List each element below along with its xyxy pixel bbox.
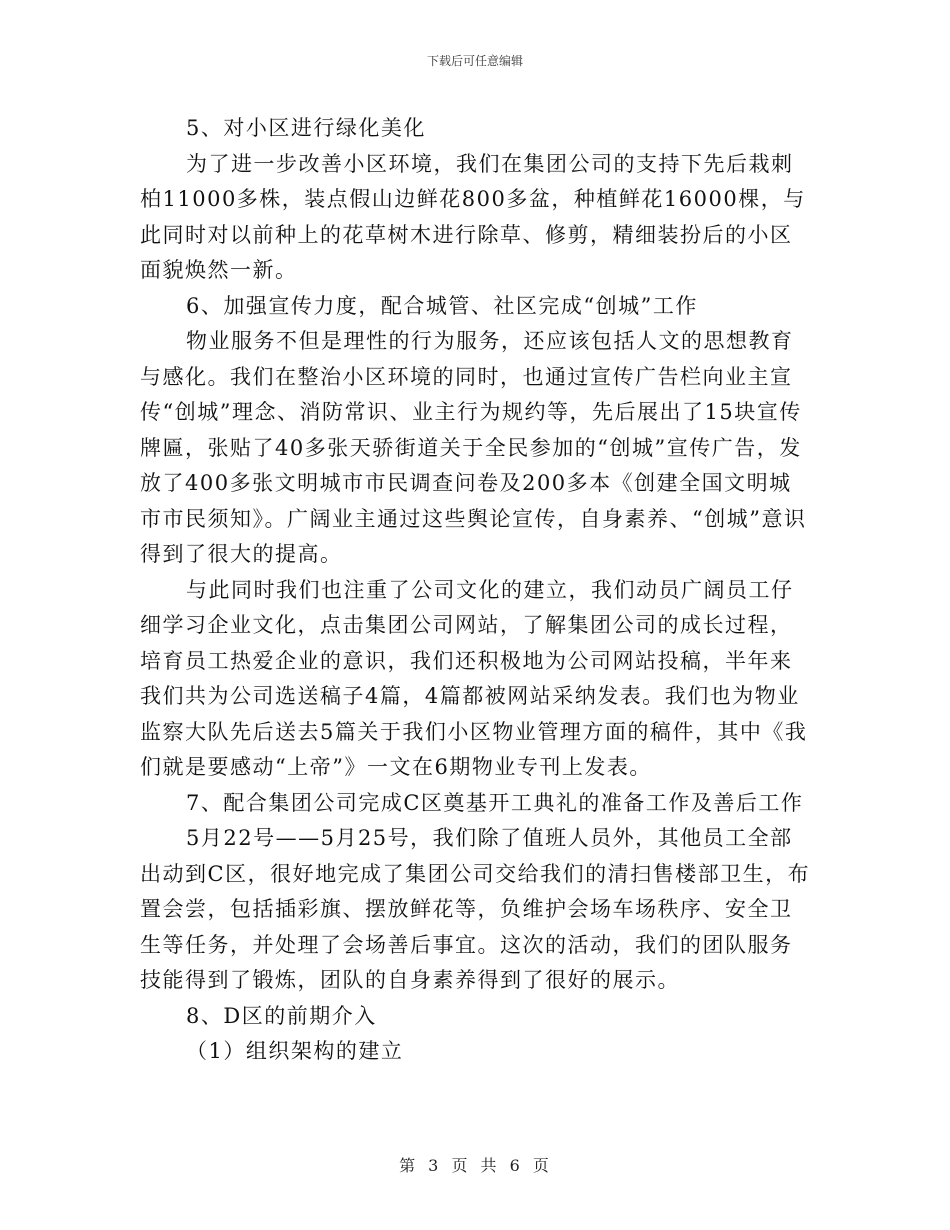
- paragraph-ceremony: 5月22号——5月25号，我们除了值班人员外，其他员工全部出动到C区，很好地完成了集团公司交给我们的清扫售楼部卫生，布置会尝，包括插彩旗、摆放鲜花等，负维护会场车场秩序、安全卫生等任务，并处理了会场善后事宜。这次的活动，我们的团队服务技能得到了锻炼，团队的自身素养得到了很好的展示。: [140, 826, 811, 992]
- paragraph-greening: 为了进一步改善小区环境，我们在集团公司的支持下先后栽刺柏11000多株，装点假山边鲜花800多盆，种植鲜花16000棵，与此同时对以前种上的花草树木进行除草、修剪，精细装扮后的小区面貌焕然一新。: [140, 151, 806, 282]
- subsection-heading-8-1: （1）组织架构的建立: [186, 1039, 404, 1063]
- section-heading-7: 7、配合集团公司完成C区奠基开工典礼的准备工作及善后工作: [186, 790, 804, 815]
- paragraph-publicity: 物业服务不但是理性的行为服务，还应该包括人文的思想教育与感化。我们在整治小区环境的同时，也通过宣传广告栏向业主宣传“创城”理念、消防常识、业主行为规约等，先后展出了15块宣传牌匾，张贴了40多张天骄街道关于全民参加的“创城”宣传广告，发放了400多张文明城市市民调查问卷及200多本《创建全国文明城市市民须知》。广阔业主通过这些舆论宣传，自身素养、“创城”意识得到了很大的提高。: [140, 329, 807, 566]
- section-heading-6: 6、加强宣传力度，配合城管、社区完成“创城”工作: [186, 293, 698, 318]
- document-body: [140, 111, 812, 1070]
- section-heading-8: 8、D区的前期介入: [186, 1003, 377, 1028]
- section-heading-5: 5、对小区进行绿化美化: [186, 116, 426, 140]
- paragraph-company-culture: 与此同时我们也注重了公司文化的建立，我们动员广阔员工仔细学习企业文化，点击集团公司网站，了解集团公司的成长过程，培育员工热爱企业的意识，我们还积极地为公司网站投稿，半年来我们共为公司选送稿子4篇，4篇都被网站采纳发表。我们也为物业监察大队先后送去5篇关于我们小区物业管理方面的稿件，其中《我们就是要感动“上帝”》一文在6期物业专刊上发表。: [140, 577, 808, 779]
- page-number-footer: 第 3 页 共 6 页: [399, 1156, 551, 1175]
- page-header-note: 下载后可任意编辑: [426, 54, 523, 68]
